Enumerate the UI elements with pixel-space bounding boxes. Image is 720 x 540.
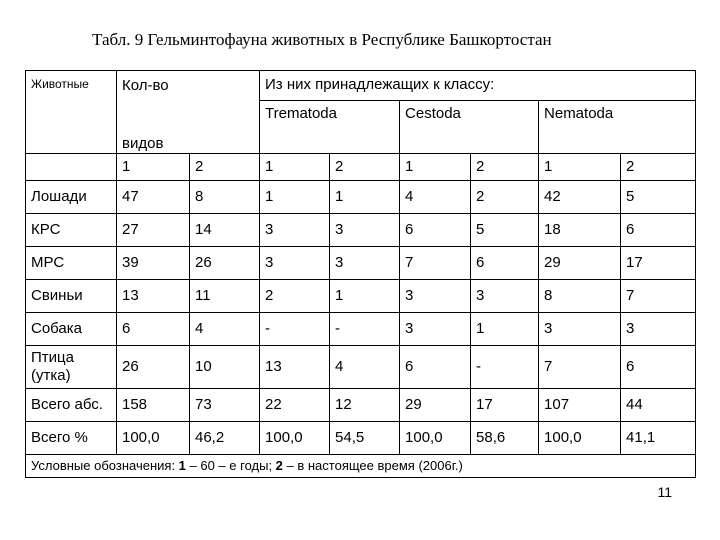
cell-value: 10 (190, 346, 260, 389)
legend-note (26, 455, 696, 478)
cell-value: 26 (117, 346, 190, 389)
cell-value: 17 (471, 389, 539, 422)
legend-text-1: – 60 – е годы; (185, 458, 276, 473)
period-label: 1 (117, 154, 190, 181)
cell-value: 7 (400, 247, 471, 280)
cell-value: 47 (117, 181, 190, 214)
table-row (26, 313, 696, 346)
cell-value: 7 (621, 280, 696, 313)
cell-value: 3 (621, 313, 696, 346)
header-species-line1: Кол-во (122, 77, 169, 94)
cell-value: 8 (539, 280, 621, 313)
header-class-cestoda: Cestoda (400, 100, 539, 153)
cell-value: 100,0 (260, 422, 330, 455)
row-label: Птица (утка) (26, 346, 117, 389)
cell-value: 5 (621, 181, 696, 214)
period-label: 2 (330, 154, 400, 181)
cell-value: 3 (260, 214, 330, 247)
period-label: 2 (621, 154, 696, 181)
cell-value: 3 (330, 247, 400, 280)
row-label: Собака (26, 313, 117, 346)
cell-value: 54,5 (330, 422, 400, 455)
header-class-trematoda: Trematoda (260, 100, 400, 153)
cell-value: 13 (117, 280, 190, 313)
cell-value: 58,6 (471, 422, 539, 455)
header-class-group: Из них принадлежащих к классу: (260, 71, 696, 101)
helminth-table (25, 70, 696, 478)
cell-value: 46,2 (190, 422, 260, 455)
period-label: 1 (400, 154, 471, 181)
table-row (26, 422, 696, 455)
cell-value: 2 (260, 280, 330, 313)
cell-value: 44 (621, 389, 696, 422)
legend-text-2: – в настоящее время (2006г.) (282, 458, 463, 473)
cell-value: 11 (190, 280, 260, 313)
row-label: МРС (26, 247, 117, 280)
cell-value: 107 (539, 389, 621, 422)
table-row (26, 181, 696, 214)
legend-key-1: 1 (178, 458, 186, 473)
cell-value: 41,1 (621, 422, 696, 455)
period-label: 1 (539, 154, 621, 181)
cell-value: 22 (260, 389, 330, 422)
cell-value: 6 (117, 313, 190, 346)
cell-value: 8 (190, 181, 260, 214)
cell-value: 3 (471, 280, 539, 313)
cell-value: 6 (621, 214, 696, 247)
table-row (26, 389, 696, 422)
cell-value: 1 (330, 280, 400, 313)
cell-value: 42 (539, 181, 621, 214)
cell-value: 3 (539, 313, 621, 346)
table-row (26, 280, 696, 313)
cell-value: - (471, 346, 539, 389)
table-row (26, 214, 696, 247)
period-label: 2 (190, 154, 260, 181)
row-label: Лошади (26, 181, 117, 214)
cell-value: 12 (330, 389, 400, 422)
cell-value: 27 (117, 214, 190, 247)
cell-value: - (260, 313, 330, 346)
page-number: 11 (657, 484, 672, 500)
cell-value: 4 (330, 346, 400, 389)
cell-value: 13 (260, 346, 330, 389)
header-species-line2: видов (122, 135, 164, 152)
table-title: Табл. 9 Гельминтофауна животных в Республике Башкортостан (92, 30, 552, 49)
cell-value: 5 (471, 214, 539, 247)
header-class-nematoda: Nematoda (539, 100, 696, 153)
cell-value: 100,0 (400, 422, 471, 455)
cell-value: 29 (539, 247, 621, 280)
cell-value: 39 (117, 247, 190, 280)
row-label: Всего % (26, 422, 117, 455)
cell-value: 100,0 (117, 422, 190, 455)
cell-value: 3 (330, 214, 400, 247)
cell-value: 1 (260, 181, 330, 214)
cell-value: 3 (260, 247, 330, 280)
cell-value: 100,0 (539, 422, 621, 455)
table-row (26, 346, 696, 389)
cell-value: 6 (471, 247, 539, 280)
cell-value: 6 (400, 346, 471, 389)
cell-value: 1 (330, 181, 400, 214)
cell-value: 3 (400, 313, 471, 346)
table-row (26, 247, 696, 280)
cell-value: 18 (539, 214, 621, 247)
cell-value: 6 (621, 346, 696, 389)
header-animals: Животные (26, 71, 117, 154)
legend-key-2: 2 (275, 458, 283, 473)
cell-value: 17 (621, 247, 696, 280)
period-label: 1 (260, 154, 330, 181)
cell-value: 6 (400, 214, 471, 247)
row-label: Свиньи (26, 280, 117, 313)
cell-value: 4 (400, 181, 471, 214)
cell-value: 1 (471, 313, 539, 346)
header-species-count (117, 71, 260, 154)
cell-value: 4 (190, 313, 260, 346)
cell-value: 14 (190, 214, 260, 247)
legend-prefix: Условные обозначения: (31, 458, 179, 473)
row-label: Всего абс. (26, 389, 117, 422)
header-empty-cell (26, 154, 117, 181)
period-label: 2 (471, 154, 539, 181)
cell-value: 7 (539, 346, 621, 389)
cell-value: 26 (190, 247, 260, 280)
cell-value: - (330, 313, 400, 346)
row-label: КРС (26, 214, 117, 247)
cell-value: 29 (400, 389, 471, 422)
cell-value: 73 (190, 389, 260, 422)
cell-value: 3 (400, 280, 471, 313)
cell-value: 2 (471, 181, 539, 214)
cell-value: 158 (117, 389, 190, 422)
